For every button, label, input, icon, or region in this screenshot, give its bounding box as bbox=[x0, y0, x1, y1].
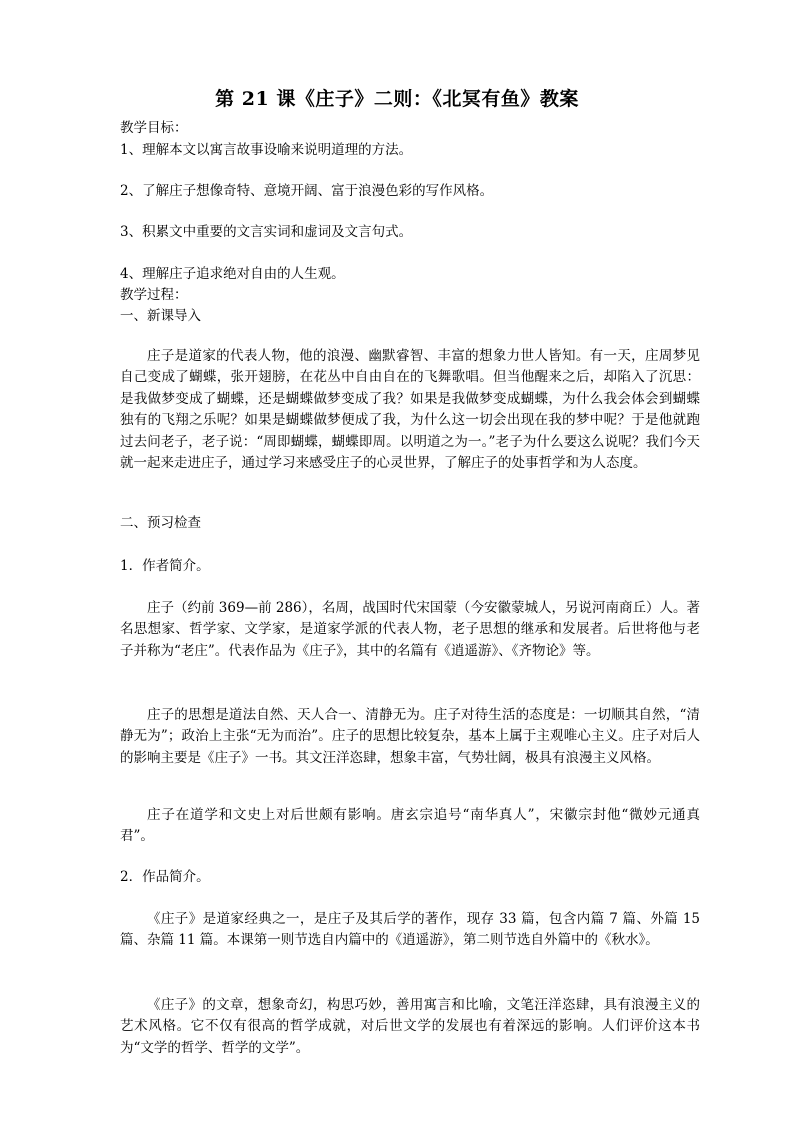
author-paragraph-2: 庄子的思想是道法自然、天人合一、清静无为。庄子对待生活的态度是：一切顺其自然，“清静无为”；政治上主张“无为而治”。庄子的思想比较复杂，基本上属于主观唯心主义。庄子对后人的影响主要是《庄子》一书。其文汪洋恣肆，想象丰富，气势壮阔，极具有浪漫主义风格。 bbox=[120, 707, 700, 766]
intro-paragraph: 庄子是道家的代表人物，他的浪漫、幽默睿智、丰富的想象力世人皆知。有一天，庄周梦见自己变成了蝴蝶，张开翅膀，在花丛中自由自在的飞舞歌唱。但当他醒来之后，却陷入了沉思：是我做梦变成了蝴蝶，还是蝴蝶做梦变成了我？如果是我做梦变成蝴蝶，为什么我会体会到蝴蝶独有的飞翔之乐呢？如果是蝴蝶做梦便成了我，为什么这一切会出现在我的梦中呢？于是他就跑过去问老子，老子说：“周即蝴蝶，蝴蝶即周。以明道之为一。”老子为什么要这么说呢？我们今天就一起来走进庄子，通过学习来感受庄子的心灵世界，了解庄子的处事哲学和为人态度。 bbox=[120, 348, 700, 472]
objectives-heading: 教学目标： bbox=[120, 120, 188, 136]
work-paragraph-1: 《庄子》是道家经典之一，是庄子及其后学的著作，现存 33 篇，包含内篇 7 篇、外篇 15 篇、杂篇 11 篇。本课第一则节选自内篇中的《逍遥游》，第二则节选自外篇中的《秋水》。 bbox=[120, 911, 700, 949]
subsection-title-work: 2．作品简介。 bbox=[120, 869, 210, 885]
section-title-intro: 一、新课导入 bbox=[120, 308, 201, 324]
objective-item-1: 1、理解本文以寓言故事设喻来说明道理的方法。 bbox=[120, 142, 413, 158]
subsection-title-author: 1．作者简介。 bbox=[120, 558, 210, 574]
work-paragraph-2: 《庄子》的文章，想象奇幻，构思巧妙，善用寓言和比喻，文笔汪洋恣肆，具有浪漫主义的艺术风格。它不仅有很高的哲学成就，对后世文学的发展也有着深远的影响。人们评价这本书为“文学的哲学、哲学的文学”。 bbox=[120, 997, 700, 1056]
author-paragraph-1: 庄子（约前 369—前 286），名周，战国时代宋国蒙（今安徽蒙城人，另说河南商丘）人。著名思想家、哲学家、文学家，是道家学派的代表人物，老子思想的继承和发展者。后世将他与老子并称为“老庄”。代表作品为《庄子》，其中的名篇有《逍遥游》、《齐物论》等。 bbox=[120, 600, 700, 659]
objective-item-2: 2、了解庄子想像奇特、意境开阔、富于浪漫色彩的写作风格。 bbox=[120, 183, 494, 199]
objective-item-4: 4、理解庄子追求绝对自由的人生观。 bbox=[120, 266, 345, 282]
page-title: 第 21 课《庄子》二则：《北冥有鱼》教案 bbox=[215, 88, 579, 110]
section-title-preview: 二、预习检查 bbox=[120, 515, 201, 531]
objective-item-3: 3、积累文中重要的文言实词和虚词及文言句式。 bbox=[120, 224, 413, 240]
author-paragraph-3: 庄子在道学和文史上对后世颇有影响。唐玄宗追号“南华真人”，宋徽宗封他“微妙元通真君”。 bbox=[120, 807, 700, 845]
process-heading: 教学过程： bbox=[120, 287, 188, 303]
